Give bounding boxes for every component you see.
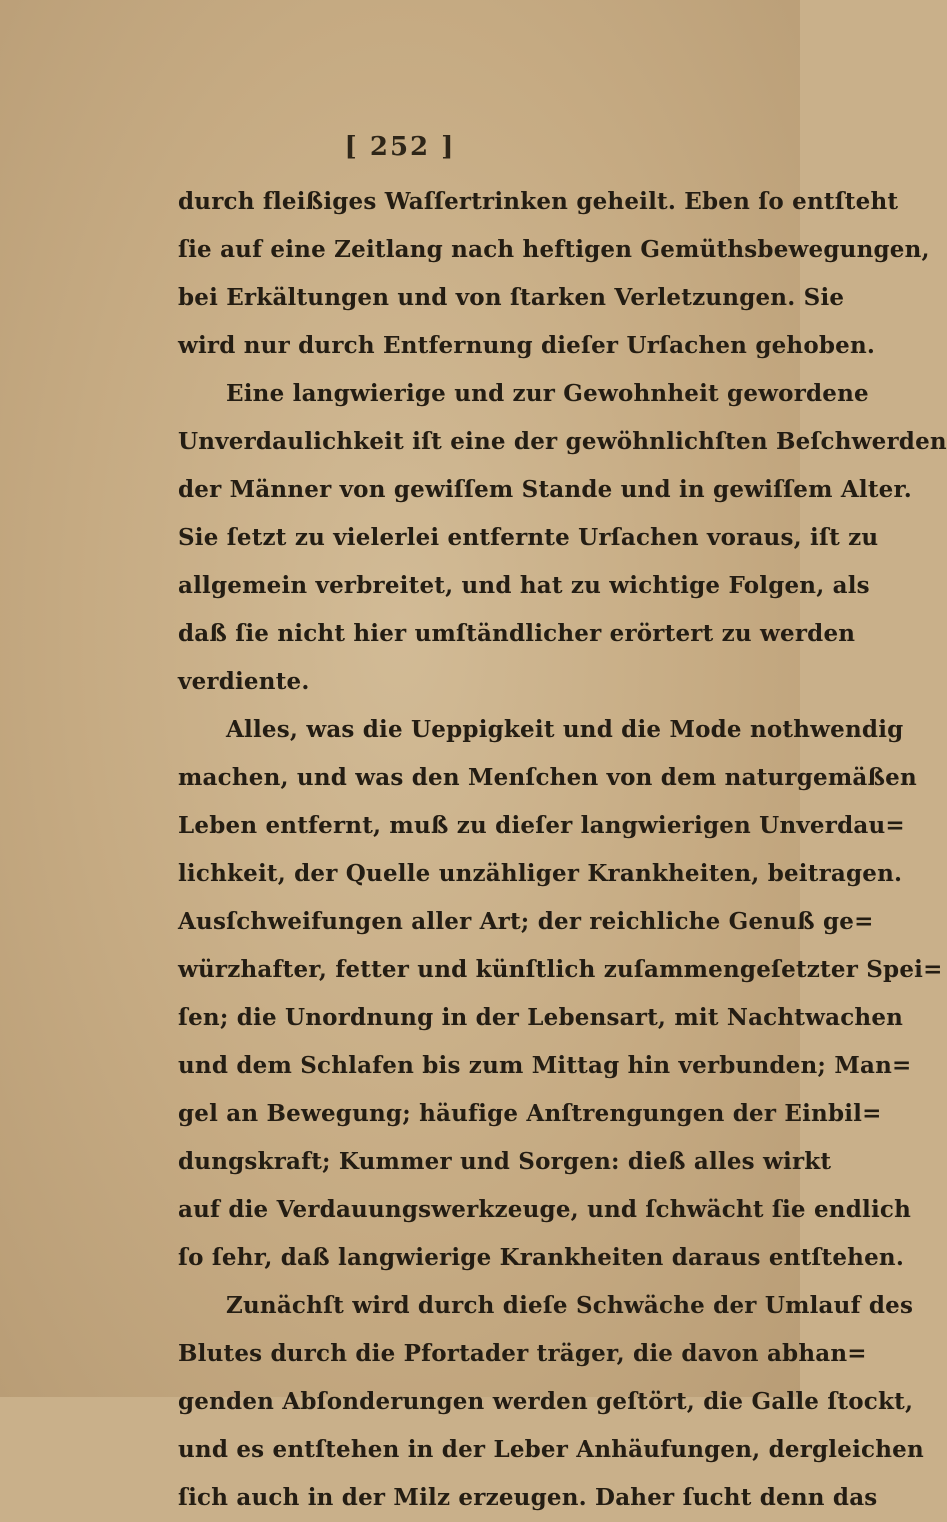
- text-line: der Männer von gewiſſem Stande und in gewiſſem Alter.: [178, 476, 912, 503]
- text-line: und dem Schlafen bis zum Mittag hin verbunden; Man=: [178, 1052, 912, 1079]
- text-line: ſo ſehr, daß langwierige Krankheiten daraus entſtehen.: [178, 1244, 905, 1271]
- text-line: wird nur durch Entfernung dieſer Urſachen gehoben.: [178, 332, 876, 359]
- text-line: Alles, was die Ueppigkeit und die Mode nothwendig: [226, 716, 904, 743]
- text-line: würzhafter, fetter und künſtlich zuſammengeſetzter Spei=: [178, 956, 943, 983]
- text-line: Sie ſetzt zu vielerlei entfernte Urſachen voraus, iſt zu: [178, 524, 879, 551]
- body-text: [178, 178, 947, 1522]
- text-line: ſen; die Unordnung in der Lebensart, mit Nachtwachen: [178, 1004, 904, 1031]
- text-line: dungskraft; Kummer und Sorgen: dieß alles wirkt: [178, 1148, 832, 1175]
- text-line: allgemein verbreitet, und hat zu wichtige Folgen, als: [178, 572, 870, 599]
- text-line: verdiente.: [178, 668, 310, 695]
- text-line: gel an Bewegung; häufige Anſtrengungen der Einbil=: [178, 1100, 882, 1127]
- text-line: Zunächſt wird durch dieſe Schwäche der Umlauf des: [226, 1292, 914, 1319]
- text-line: Leben entfernt, muß zu dieſer langwierigen Unverdau=: [178, 812, 905, 839]
- text-line: auf die Verdauungswerkzeuge, und ſchwächt ſie endlich: [178, 1196, 912, 1223]
- text-line: durch fleißiges Waſſertrinken geheilt. Eben ſo entſteht: [178, 188, 899, 215]
- text-line: Unverdaulichkeit iſt eine der gewöhnlichſten Beſchwerden: [178, 428, 947, 455]
- text-line: lichkeit, der Quelle unzähliger Krankheiten, beitragen.: [178, 860, 903, 887]
- text-line: und es entſtehen in der Leber Anhäufungen, dergleichen: [178, 1436, 924, 1463]
- text-line: Eine langwierige und zur Gewohnheit gewordene: [226, 380, 869, 407]
- text-line: ſie auf eine Zeitlang nach heftigen Gemüthsbewegungen,: [178, 236, 930, 263]
- text-line: ſich auch in der Milz erzeugen. Daher ſucht denn das: [178, 1484, 878, 1511]
- page-number: [ 252 ]: [344, 132, 456, 162]
- text-line: daß ſie nicht hier umſtändlicher erörtert zu werden: [178, 620, 856, 647]
- text-line: genden Abſonderungen werden geſtört, die Galle ſtockt,: [178, 1388, 914, 1415]
- text-line: bei Erkältungen und von ſtarken Verletzungen. Sie: [178, 284, 845, 311]
- text-line: Ausſchweifungen aller Art; der reichliche Genuß ge=: [178, 908, 874, 935]
- text-line: Blutes durch die Pfortader träger, die davon abhan=: [178, 1340, 867, 1367]
- text-line: machen, und was den Menſchen von dem naturgemäßen: [178, 764, 917, 791]
